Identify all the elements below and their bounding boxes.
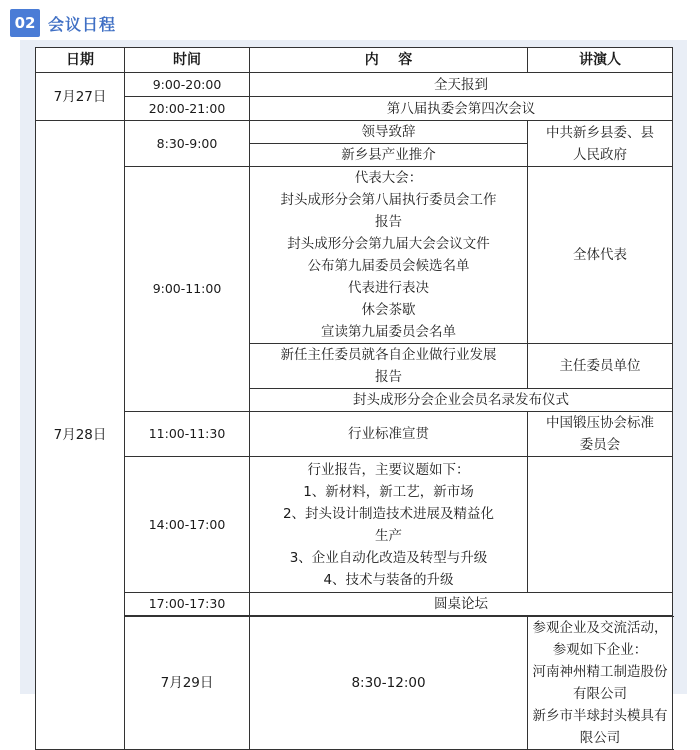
time-cell: 11:00-11:30 — [125, 412, 250, 457]
content-cell — [528, 617, 673, 750]
content-cell: 行业标准宣贯 — [250, 412, 528, 457]
table-row — [36, 167, 673, 344]
content-line: 休会茶歇 — [361, 302, 416, 318]
table-row — [36, 412, 673, 457]
speaker-cell — [528, 412, 673, 457]
speaker-cell — [528, 121, 673, 167]
content-cell: 全天报到 — [250, 73, 673, 97]
content-line: 新乡市半球封头模具有限公司 — [532, 708, 668, 746]
content-line: 4、技术与装备的升级 — [323, 571, 454, 588]
date-cell: 7月29日 — [125, 617, 250, 750]
time-cell: 8:30-12:00 — [250, 617, 528, 750]
time-cell: 9:00-11:00 — [125, 167, 250, 412]
section-title: 会议日程 — [48, 14, 117, 34]
date-cell: 7月27日 — [36, 73, 125, 121]
content-cell: 领导致辞 — [250, 121, 528, 144]
speaker-cell: 主任委员单位 — [528, 344, 673, 389]
content-cell — [250, 457, 528, 593]
table-row — [36, 593, 673, 616]
content-line: 1、新材料，新工艺，新市场 — [303, 483, 474, 500]
date-cell: 7月28日 — [36, 121, 125, 750]
content-line: 封头成形分会第九届大会会议文件 — [287, 236, 490, 252]
content-cell — [250, 344, 528, 389]
content-cell: 封头成形分会企业会员名录发布仪式 — [250, 389, 673, 412]
speaker-cell — [528, 457, 673, 593]
speaker-cell: 全体代表 — [528, 167, 673, 344]
time-cell: 9:00-20:00 — [125, 73, 250, 97]
table-row — [36, 73, 673, 97]
speaker-line: 中共新乡县委、县 — [546, 124, 654, 141]
content-line: 参观企业及交流活动，参观如下企业： — [532, 620, 668, 658]
time-cell: 14:00-17:00 — [125, 457, 250, 593]
header-date: 日期 — [36, 48, 125, 73]
content-cell: 圆桌论坛 — [250, 593, 673, 616]
content-cell — [250, 167, 528, 344]
table-row — [36, 97, 673, 121]
speaker-line: 人民政府 — [573, 146, 627, 163]
table-header-row — [36, 48, 673, 73]
table-row — [36, 457, 673, 593]
table-row — [36, 121, 673, 144]
content-line: 河南神州精工制造股份有限公司 — [532, 664, 668, 702]
table-row — [36, 617, 673, 750]
time-cell: 20:00-21:00 — [125, 97, 250, 121]
content-line: 报告 — [375, 214, 402, 230]
content-line: 代表进行表决 — [348, 280, 429, 296]
content-line: 代表大会： — [354, 170, 423, 186]
schedule-table — [35, 47, 673, 750]
section-header — [10, 9, 116, 37]
time-cell: 17:00-17:30 — [125, 593, 250, 616]
content-line: 公布第九届委员会候选名单 — [307, 258, 470, 274]
content-cell: 第八届执委会第四次会议 — [250, 97, 673, 121]
content-line: 3、企业自动化改造及转型与升级 — [289, 549, 488, 566]
content-line: 行业报告，主要议题如下： — [307, 461, 470, 478]
header-time: 时间 — [125, 48, 250, 73]
speaker-line: 委员会 — [579, 437, 621, 453]
speaker-line: 中国锻压协会标准 — [546, 415, 654, 431]
content-cell: 新乡县产业推介 — [250, 144, 528, 167]
content-line: 封头成形分会第八届执行委员会工作 — [280, 192, 497, 208]
header-speaker: 讲演人 — [528, 48, 673, 73]
content-line: 宣读第九届委员会名单 — [321, 324, 456, 340]
time-cell: 8:30-9:00 — [125, 121, 250, 167]
header-content: 内 容 — [250, 48, 528, 73]
content-line: 生产 — [375, 527, 402, 544]
content-line: 新任主任委员就各自企业做行业发展 — [280, 347, 497, 363]
section-number-badge: 02 — [10, 9, 40, 37]
content-line: 2、封头设计制造技术进展及精益化 — [282, 505, 495, 522]
content-line: 报告 — [375, 369, 402, 385]
